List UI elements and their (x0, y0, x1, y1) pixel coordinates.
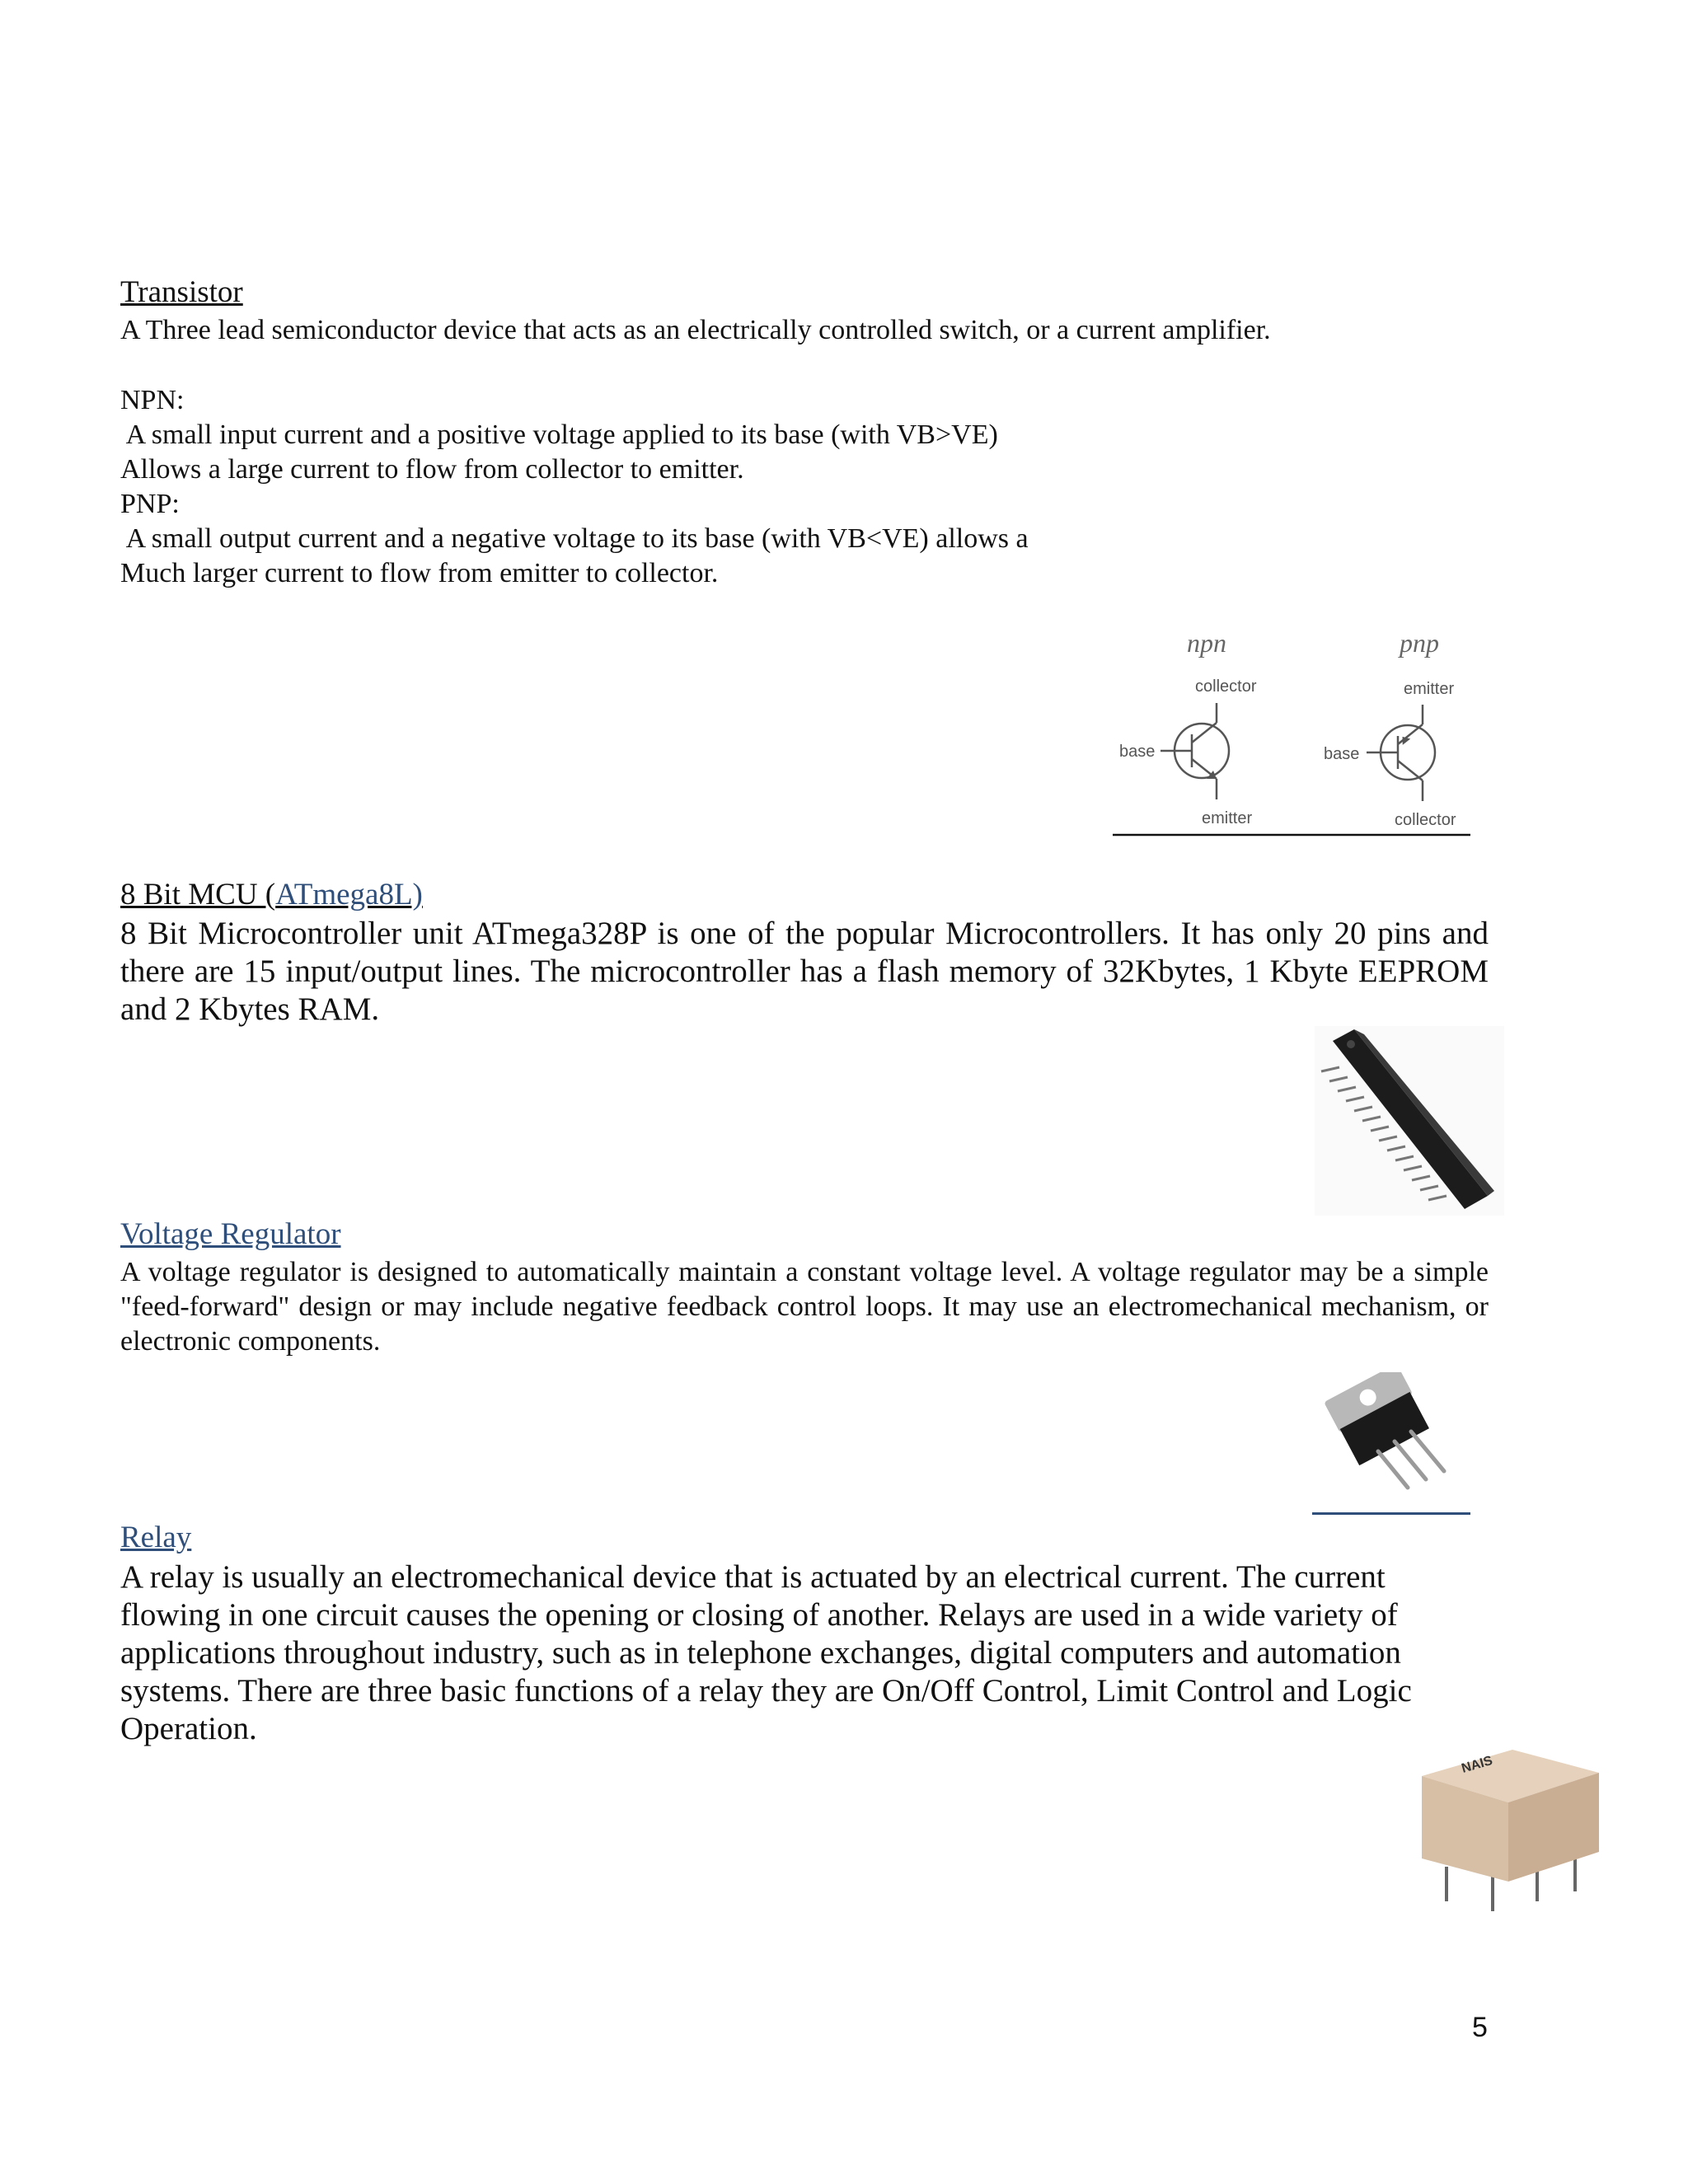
pnp-label: PNP: (120, 489, 180, 519)
relay-line-2: flowing in one circuit causes the opening or closing of another. Relays are used in a wide variety of (120, 1597, 1398, 1633)
pnp-line-1: A small output current and a negative voltage to its base (with VB<VE) allows a (120, 523, 1029, 554)
mcu-chip-image (1315, 1026, 1504, 1216)
npn-line-1: A small input current and a positive voltage applied to its base (with VB>VE) (120, 419, 998, 450)
relay-line-5: Operation. (120, 1711, 257, 1746)
pnp-emitter-label: emitter (1404, 680, 1455, 698)
relay-line-1: A relay is usually an electromechanical device that is actuated by an electrical current. The current (120, 1559, 1386, 1595)
npn-symbol (1160, 703, 1229, 799)
relay-chip-text: NAIS (1460, 1753, 1494, 1776)
atmega-link[interactable]: ATmega8L) (275, 878, 423, 912)
npn-label: NPN: (120, 385, 185, 415)
relay-image (1414, 1743, 1603, 1916)
page-number: 5 (1472, 2012, 1488, 2043)
relay-line-3: applications throughout industry, such as in telephone exchanges, digital computers and automation (120, 1635, 1401, 1671)
transistor-symbol-diagram (1104, 622, 1475, 841)
regulator-body: A voltage regulator is designed to automatically maintain a constant voltage level. A voltage regulator may be a simple "feed-forward" design or may include negative feedback control loops. It may use an electromechanical mechanism, or electronic components. (120, 1257, 1489, 1357)
pnp-collector-label: collector (1395, 811, 1456, 829)
npn-title: npn (1187, 628, 1226, 658)
relay-heading[interactable]: Relay (120, 1521, 192, 1554)
regulator-heading[interactable]: Voltage Regulator (120, 1217, 341, 1251)
relay-line-4: systems. There are three basic functions of a relay they are On/Off Control, Limit Control and Logic (120, 1673, 1412, 1708)
npn-line-2: Allows a large current to flow from collector to emitter. (120, 454, 744, 485)
npn-emitter-label: emitter (1202, 809, 1253, 827)
mcu-heading-prefix: 8 Bit MCU ( (120, 878, 276, 912)
npn-base-label: base (1119, 743, 1156, 761)
regulator-underline (1312, 1512, 1470, 1515)
mcu-heading (120, 877, 423, 913)
npn-collector-label: collector (1195, 677, 1257, 696)
mcu-body: 8 Bit Microcontroller unit ATmega328P is one of the popular Microcontrollers. It has only 20 pins and there are 15 input/output lines. The microcontroller has a flash memory of 32Kbytes, 1 Kbyte EEPROM and 2 Kbytes RAM. (120, 916, 1489, 1027)
pnp-base-label: base (1324, 745, 1360, 763)
transistor-heading: Transistor (120, 275, 243, 309)
pnp-symbol (1367, 705, 1435, 801)
pnp-title: pnp (1400, 628, 1439, 658)
voltage-regulator-image (1319, 1372, 1475, 1496)
transistor-intro: A Three lead semiconductor device that acts as an electrically controlled switch, or a current amplifier. (120, 315, 1271, 345)
pnp-line-2: Much larger current to flow from emitter to collector. (120, 558, 719, 588)
